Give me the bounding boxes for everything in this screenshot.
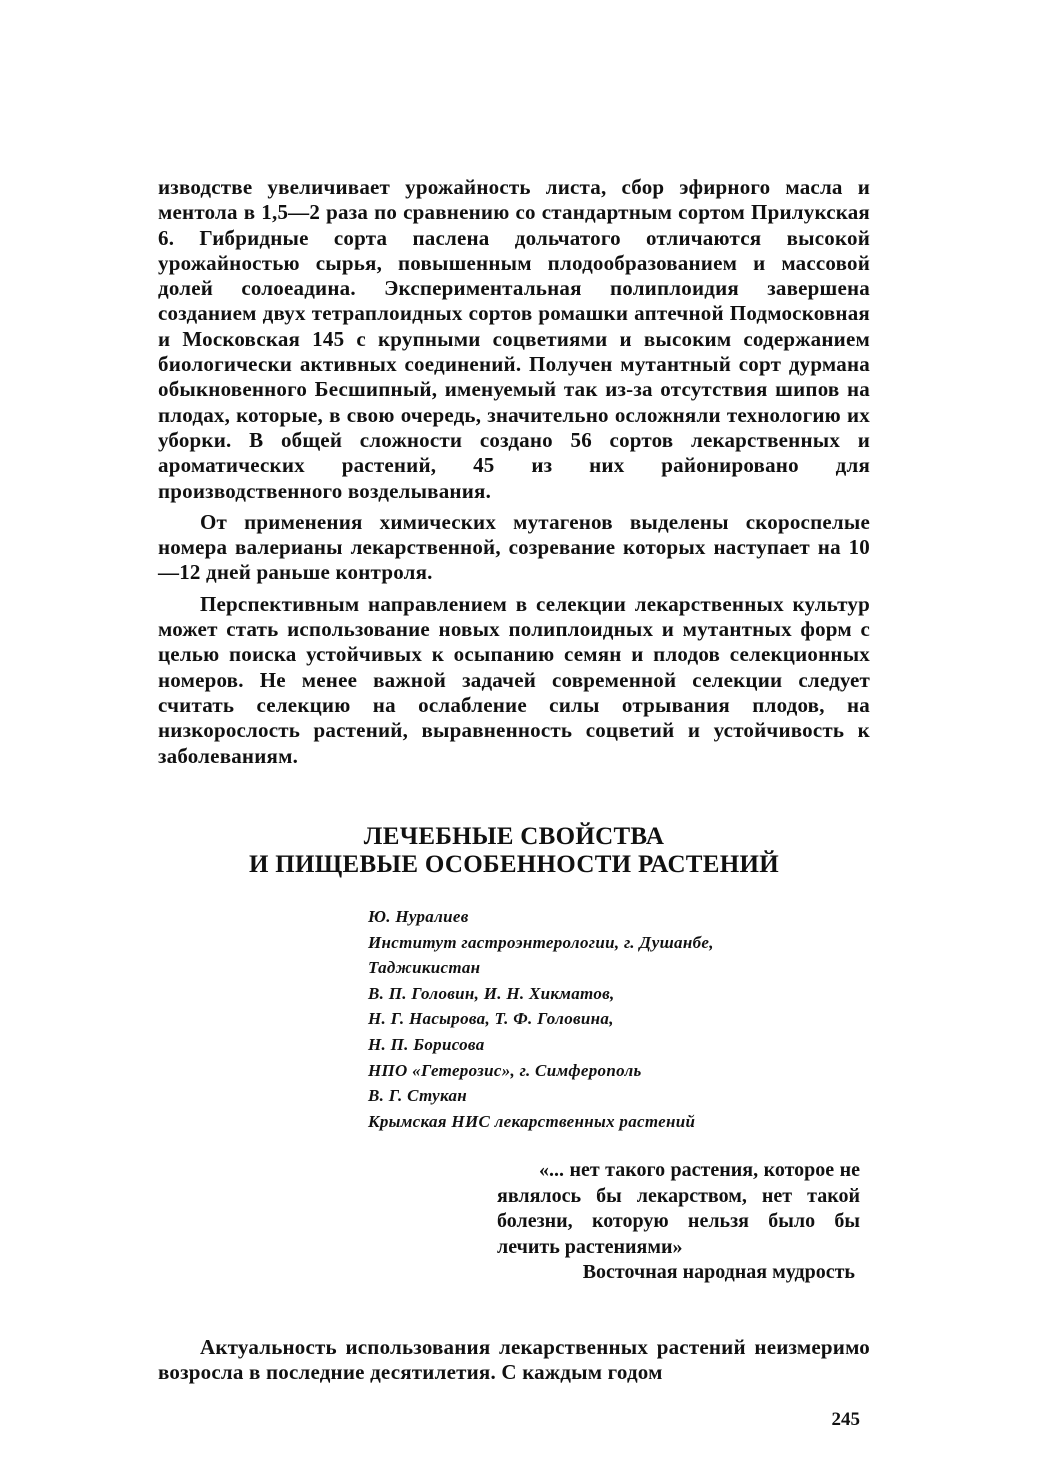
section-heading — [158, 823, 870, 879]
authors-block — [368, 904, 838, 1134]
body-text-top — [158, 175, 870, 769]
author-line: Крымская НИС лекарственных растений — [368, 1111, 696, 1131]
paragraph-mutagens: От применения химических мутагенов выделены скороспелые номера валерианы лекарственной, созревание которых наступает на 10—12 дней раньше контроля. — [158, 509, 870, 585]
author-line: В. П. Головин, И. Н. Хикматов, — [368, 983, 615, 1003]
heading-line-1: ЛЕЧЕБНЫЕ СВОЙСТВА — [363, 823, 665, 850]
author-line: НПО «Гетерозис», г. Симферополь — [368, 1060, 642, 1080]
author-line: Таджикистан — [368, 958, 481, 978]
body-text-bottom — [158, 1335, 870, 1386]
paragraph-perspective: Перспективным направлением в селекции лекарственных культур может стать использование новых полиплоидных и мутантных форм с целью поиска устойчивых к осыпанию семян и плодов селекционных номеров. Не менее важной задачей современной селекции следует считать селекцию на ослабление силы отрывания плодов, на низкорослость растений, выравненность соцветий и устойчивость к заболеваниям. — [158, 591, 870, 768]
heading-line-2: И ПИЩЕВЫЕ ОСОБЕННОСТИ РАСТЕНИЙ — [248, 851, 779, 878]
epigraph — [497, 1158, 860, 1286]
author-line: Н. П. Борисова — [368, 1034, 485, 1054]
paragraph-continuation: изводстве увеличивает урожайность листа, сбор эфирного масла и ментола в 1,5—2 раза по сравнению со стандартным сортом Прилукская 6. Гибридные сорта паслена дольчатого отличаются высокой урожайностью сырья, повышенным плодообразованием и массовой долей солоеадина. Экспериментальная полиплоидия завершена созданием двух тетраплоидных сортов ромашки аптечной Подмосковная и Московская 145 с крупными соцветиями и высоким содержанием биологически активных соединений. Получен мутантный сорт дурмана обыкновенного Бесшипный, именуемый так из-за отсутствия шипов на плодах, которые, в свою очередь, значительно осложняли технологию их уборки. В общей сложности создано 56 сортов лекарственных и ароматических растений, 45 из них районировано для производственного возделывания. — [158, 175, 870, 503]
epigraph-quote: «... нет такого растения, которое не являлось бы лекарством, нет такой болезни, которую нельзя было бы лечить растениями» — [497, 1159, 860, 1258]
paragraph-relevance: Актуальность использования лекарственных растений неизмеримо возросла в последние десятилетия. С каждым годом — [158, 1335, 870, 1385]
epigraph-source: Восточная народная мудрость — [582, 1261, 855, 1283]
author-line: Ю. Нуралиев — [368, 907, 469, 926]
page-number: 245 — [831, 1409, 860, 1430]
author-line: Н. Г. Насырова, Т. Ф. Головина, — [368, 1009, 614, 1029]
author-line: В. Г. Стукан — [368, 1086, 467, 1106]
author-line: Институт гастроэнтерологии, г. Душанбе, — [368, 932, 714, 952]
